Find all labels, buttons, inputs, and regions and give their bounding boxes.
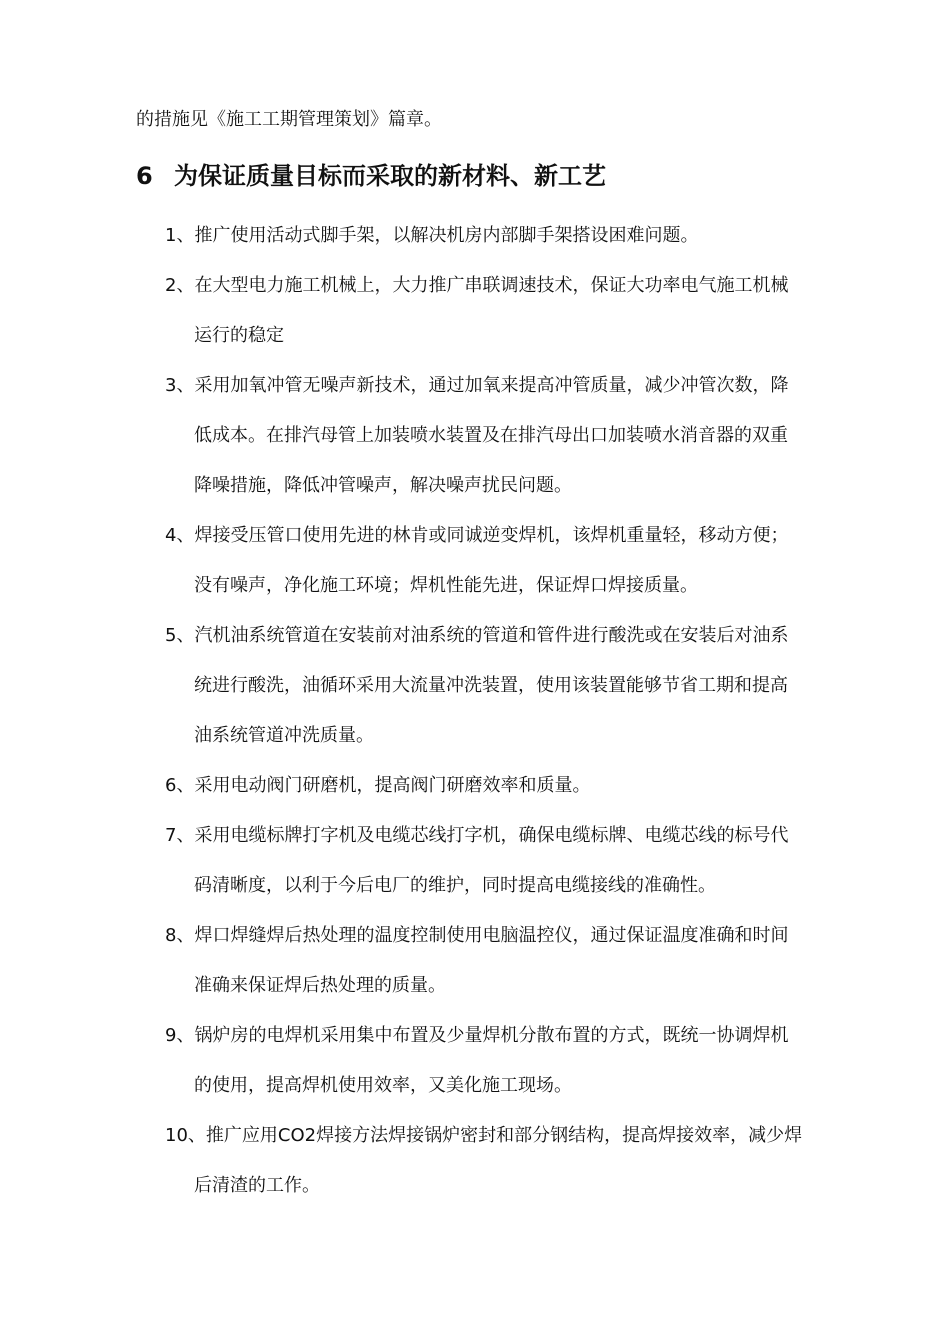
list-item-text: 1、推广使用活动式脚手架，以解决机房内部脚手架搭设困难问题。 [165, 225, 699, 246]
list-item-continuation: 统进行酸洗，油循环采用大流量冲洗装置，使用该装置能够节省工期和提高 [194, 675, 788, 696]
list-item-continuation: 运行的稳定 [194, 325, 284, 346]
list-item-text: 8、焊口焊缝焊后热处理的温度控制使用电脑温控仪，通过保证温度准确和时间 [165, 925, 789, 946]
list-item-continuation: 的使用，提高焊机使用效率，又美化施工现场。 [194, 1075, 572, 1096]
list-item-continuation: 准确来保证焊后热处理的质量。 [194, 975, 446, 996]
section-number: 6 [136, 162, 153, 190]
list-item-text: 4、焊接受压管口使用先进的林肯或同诚逆变焊机，该焊机重量轻，移动方便； [165, 525, 789, 546]
list-item-continuation: 低成本。在排汽母管上加装喷水装置及在排汽母出口加装喷水消音器的双重 [194, 425, 788, 446]
list-item-continuation: 后清渣的工作。 [194, 1175, 320, 1196]
list-item-continuation: 降噪措施，降低冲管噪声，解决噪声扰民问题。 [194, 475, 572, 496]
list-item-text: 2、在大型电力施工机械上，大力推广串联调速技术，保证大功率电气施工机械 [165, 275, 789, 296]
list-item-text: 6、采用电动阀门研磨机，提高阀门研磨效率和质量。 [165, 775, 591, 796]
list-item-continuation: 码清晰度，以利于今后电厂的维护，同时提高电缆接线的准确性。 [194, 875, 716, 896]
section-heading [136, 158, 606, 194]
list-item-text: 3、采用加氧冲管无噪声新技术，通过加氧来提高冲管质量，减少冲管次数，降 [165, 375, 789, 396]
list-item-text: 5、汽机油系统管道在安装前对油系统的管道和管件进行酸洗或在安装后对油系 [165, 625, 789, 646]
list-item-text: 9、锅炉房的电焊机采用集中布置及少量焊机分散布置的方式，既统一协调焊机 [165, 1025, 789, 1046]
list-item-text: 7、采用电缆标牌打字机及电缆芯线打字机，确保电缆标牌、电缆芯线的标号代 [165, 825, 789, 846]
intro-line: 的措施见《施工工期管理策划》篇章。 [136, 109, 442, 130]
list-item-text: 10、推广应用CO2焊接方法焊接锅炉密封和部分钢结构，提高焊接效率，减少焊 [165, 1125, 803, 1146]
section-title: 为保证质量目标而采取的新材料、新工艺 [174, 162, 606, 190]
list-item-continuation: 没有噪声，净化施工环境；焊机性能先进，保证焊口焊接质量。 [194, 575, 698, 596]
list-item-continuation: 油系统管道冲洗质量。 [194, 725, 374, 746]
